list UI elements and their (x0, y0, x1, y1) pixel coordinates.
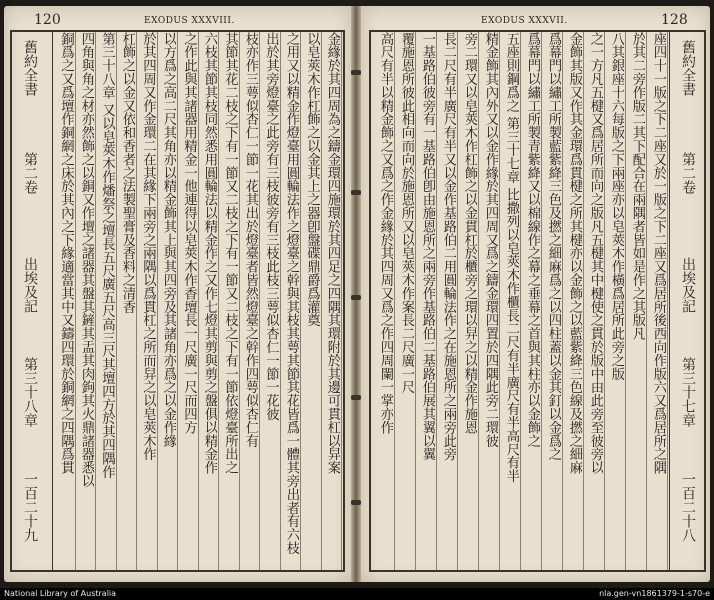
footer-credit: National Library of Australia (4, 589, 117, 598)
text-column: 長二尺有半廣尺有半又以金作基路伯二用圓輪法作之在施恩所之兩旁此旁 (441, 32, 456, 461)
column-rule (259, 32, 260, 570)
text-column: 金緣於其四周為之鑄金環四施環於其四足之四隅其環附於其邊可貫杠以舁案 (325, 32, 340, 475)
column-rule (75, 32, 76, 570)
column-rule (157, 32, 158, 570)
column-rule (520, 32, 521, 570)
right-page (361, 6, 710, 582)
text-column: 於其二旁作版二其下配合在兩隅者皆如是作之其版凡 (630, 32, 645, 341)
column-rule (457, 32, 458, 570)
column-rule (478, 32, 479, 570)
column-rule (562, 32, 563, 570)
text-column: 爲幕門以繡工所製青紫絳又以棉線作之幕之垂幕之首與其柱亦以金飾之 (525, 32, 540, 448)
right-text-frame (369, 30, 706, 572)
column-rule (394, 32, 395, 570)
binding-stitch (351, 500, 361, 505)
text-column: 五座則鋼爲之 第三十七章 比撒列以皂莢木作櫃長二尺有半廣尺有半高尺有半 (504, 32, 519, 483)
left-margin-book: 舊約全書 (22, 40, 38, 96)
right-running-head: EXODUS XXXVII. (481, 16, 568, 26)
text-column: 之作此與其諸器用精金一他連得以皂莢木作香壇長一尺廣一尺而四方 (181, 32, 197, 434)
right-margin-volume: 第二卷 (680, 152, 696, 194)
column-rule (321, 32, 322, 570)
text-column: 覆施恩所彼此相向而向於施恩所又以皂莢木作案長二尺廣一尺 (399, 32, 414, 394)
text-column: 其節其花二枝之下有一節又二枝之下有一節又二枝之下有一節依燈臺所出之 (222, 32, 238, 475)
footer-bar (0, 588, 714, 600)
column-rule (499, 32, 500, 570)
right-page-number: 128 (661, 12, 688, 28)
column-rule (95, 32, 96, 570)
binding-stitch (351, 295, 361, 300)
column-rule (341, 32, 342, 570)
text-column: 六枝其節其枝同然悉用圓輪法以精金作之又作七燈其剪與剪之盤俱以精金作 (202, 32, 217, 475)
text-column: 第三十八章 又以皂莢木作燔祭之壇長五尺廣五尺高三尺其壇四方於其四隅作 (99, 32, 115, 479)
column-rule (218, 32, 219, 570)
footer-identifier: nla.gen-vn1861379-1-s70-e (599, 589, 710, 598)
text-column: 座四十一版之下二座又於一版之下二座又爲居所後西向作版六又爲居所之隅 (651, 32, 666, 475)
column-rule (604, 32, 605, 570)
column-rule (646, 32, 647, 570)
column-rule (436, 32, 437, 570)
text-column: 旁二環又以皂莢木作杠飾之以金貫杠於櫃旁之環以舁之以精金作施恩 (462, 32, 477, 434)
left-margin-page: 一百二十九 (22, 472, 38, 542)
column-rule (198, 32, 199, 570)
left-text-frame (10, 30, 345, 572)
binding-stitch (351, 395, 361, 400)
right-margin-page: 一百二十八 (680, 472, 696, 542)
text-column: 一基路伯彼旁有一基路伯卽由施恩所之兩旁作基路伯二基路伯展其翼以翼 (420, 32, 435, 461)
left-running-head: EXODUS XXXVIII. (144, 16, 235, 26)
left-margin-chapter: 第三十八章 (22, 357, 38, 427)
text-column: 於其四周又作金環二在其緣下兩旁之兩隅以爲貫杠之所而舁之以皂莢木作 (140, 32, 156, 461)
right-margin-column (669, 32, 704, 570)
text-column: 四角與角之材亦然飾之以銅又作壇之諸器其盤其鏟其盂其肉鉤其火鼎諸器悉以 (79, 32, 94, 488)
text-column: 金飾其版又作其金環爲貫楗之所其楗亦以金飾之以藍紫絳三色線及撚之細麻 (567, 32, 582, 475)
column-rule (541, 32, 542, 570)
text-column: 之用又以精金作燈臺用圓輪法作之燈臺之幹與其枝其萼其節其花皆爲一體其旁出者有六枝 (284, 32, 299, 555)
column-rule (625, 32, 626, 570)
binding-stitch (351, 190, 361, 195)
column-rule (116, 32, 117, 570)
book-gutter (351, 6, 361, 582)
text-column: 以皂莢木作杠飾之以金其上之器卽盤碟鼎爵爲灌奠 (304, 32, 320, 327)
column-rule (177, 32, 178, 570)
text-column: 精金飾其內外又以金作緣於其四周又爲之鑄金環四置於四隅此旁二環彼 (483, 32, 498, 448)
left-page-number: 120 (34, 12, 61, 28)
column-rule (583, 32, 584, 570)
column-rule (667, 32, 668, 570)
left-margin-column (12, 32, 53, 570)
column-rule (415, 32, 416, 570)
text-column: 出於其旁燈臺之此旁有三枝彼旁有三枝此枝三萼似杏仁一節一花彼 (263, 32, 279, 421)
text-column: 爲幕門以繡工所製藍紫絳三色及撚之細麻爲之以四柱蓋以金其釘以金爲之 (546, 32, 561, 461)
left-margin-title: 出埃及記 (22, 257, 38, 313)
text-column: 高尺有半以精金飾之又爲之作金緣於其四周又爲之作四周闌一掌亦作 (378, 32, 393, 434)
text-column: 之一方凡五楗又爲居所而向之版凡五楗其中楗使之貫於版中由此旁至彼旁以 (588, 32, 603, 475)
right-margin-book: 舊約全書 (680, 40, 696, 96)
column-rule (136, 32, 137, 570)
column-rule (239, 32, 240, 570)
column-rule (280, 32, 281, 570)
right-margin-title: 出埃及記 (680, 257, 696, 313)
text-column: 以方爲之高二尺其角亦以精金飾其上與其四旁及其諸角亦爲之以金作緣 (161, 32, 176, 448)
binding-stitch (351, 70, 361, 75)
column-rule (300, 32, 301, 570)
text-column: 八其銀座十六每版之下兩座亦以皂莢木作橫爲居所此旁之版 (609, 32, 624, 381)
left-margin-volume: 第二卷 (22, 152, 38, 194)
text-column: 銅爲之又爲壇作銅網之床於其內之下緣適當其中又鑄四環於銅網之四隅爲貫 (58, 32, 74, 475)
right-margin-chapter: 第三十七章 (680, 357, 696, 427)
text-column: 杠飾之以金又依和香者之法製聖膏及香料之清香 (120, 32, 135, 314)
text-column: 枝亦作三萼似杏仁一節一花其出於燈臺者皆然燈臺之幹作四萼似杏仁有 (243, 32, 258, 448)
left-page (4, 6, 351, 582)
